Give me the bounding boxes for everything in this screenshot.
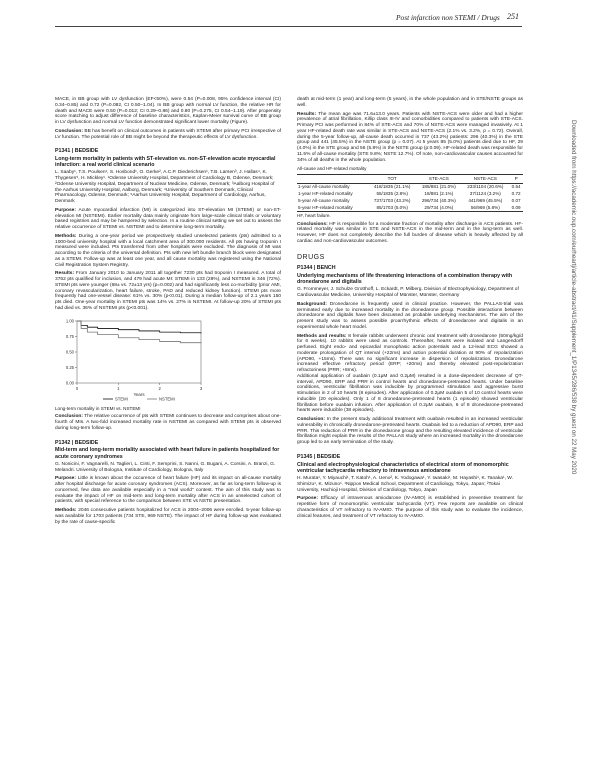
table-cell: 37/1124 (3.2%) (469, 191, 501, 196)
abstract-1344-background (297, 302, 523, 331)
table-row (297, 191, 523, 198)
x-tick-label: 1 (117, 385, 120, 391)
results-label: Results: (55, 271, 75, 277)
table-cell: 737/1703 (43.2%) (373, 197, 411, 203)
purpose-text: Efficacy of intravenous amiodarone (IV-AMIO) is established in preventive treatment for repetitive form of monomorphic ventricular tachycardia (VT). Few reports are available on clinical characteristics of VT refractory to IV-AMIO. The purpose of this study was to evaluate the incidence, clinical features, and treatment of VT refractory to IV-AMIO. (297, 496, 523, 519)
y-tick-label: 0.25 (65, 364, 74, 370)
table-cell: 296/734 (40.3%) (421, 197, 456, 203)
abstract-1344-conclusion (297, 417, 523, 446)
table-cell: 29/734 (4.0%) (416, 204, 461, 211)
table-row (297, 204, 523, 211)
abstract-1342-purpose (55, 476, 281, 505)
background-text: Dronedarone is frequently used in clinical practice. However, the PALLAS-trial was terminated early due to increased mortality in the dronedarone group. Possible interactions between dronedarone and digitalis have been discussed as probable underlying mechanisms. The aim of the present study was to assess possible proarrhythmic effects of dronedarone and digitalis in an experimental whole heart model. (297, 301, 523, 330)
intro-conclusion-label: Conclusion: (55, 128, 83, 134)
conclusion-label: Conclusion: (297, 417, 325, 423)
table-cell: 5-year All-cause mortality (298, 197, 350, 203)
conclusion-label: Conclusion: (55, 414, 83, 420)
results-paragraph (297, 112, 523, 164)
table-caption: All-cause and HF-related mortality (297, 166, 367, 172)
intro-paragraph (55, 97, 281, 126)
table-cell: 55/1835 (2.8%) (376, 191, 408, 196)
table-row (297, 183, 523, 190)
header-rule (55, 26, 522, 27)
abstract-1344-authors: G. Frommeyer, J. Schulze Grotthoff, L. Eckardt, P. Milberg. Division of Electrophysiology, Department of Cardiovascular Medicine, University Hospital of Münster, Münster, Germany (297, 287, 519, 299)
methods-label: Methods and results: (297, 333, 347, 339)
x-tick-label: 0 (75, 385, 79, 391)
legend-label-nstemi: NSTEMI (159, 396, 175, 402)
abstract-1341-results (55, 271, 281, 311)
table-cell: 0.09 (509, 204, 523, 211)
results-text: The mean age was 71.6±13.0 years. Patients with NSTE-ACS were older and had a higher prevalence of atrial fibrillation, Killip class III-IV and comorbidities compared to patients with STE-ACS. Primary PCI was performed in 84% of STE-ACS and 70% of NSTE-ACS were managed invasively. At 1 year HF-related death rate was similar in STE-ACS and NSTE-ACS (2.1% vs. 3.2%, p = 0.72). Overall, during the 5-year follow-up, all-cause death occurred in 737 (43.2%) patients: 296 (40.3%) in the STE group and 441 (45.5%) in the NSTE group (p = 0.07). At 5 years 85 (5.0%) patients died due to HF, 29 (4.0%) in the STE group and 56 (5.8%) in the NSTE group (p:0.09). HF-related death was responsible for 11.5% of all-cause mortality (STE 9.8%; NSTE 12.7%). Of note, non-cardiovascular causes accounted for 34% of all deaths in the whole population. (297, 111, 523, 163)
abstract-1345-id: P1345 | BEDSIDE (297, 453, 341, 460)
section-heading-drugs: DRUGS (297, 253, 325, 261)
table-cell: 233/1104 (20.6%) (467, 184, 504, 190)
x-tick-label: 3 (199, 385, 203, 391)
survival-chart (55, 315, 207, 405)
methods-label: Methods: (55, 233, 77, 239)
table-cell: 185/881 (21.0%) (421, 184, 456, 190)
table-cell: 1-year All-cause mortality (298, 184, 350, 190)
x-axis-label: Years (133, 391, 145, 397)
table-header-row (297, 175, 523, 184)
figure-caption: Long-term mortality in STEMI vs. NSTEMI (55, 405, 141, 411)
background-label: Background: (297, 301, 327, 307)
table-header-cell: P (509, 175, 523, 184)
abstract-1341-title: Long-term mortality in patients with ST-elevation vs. non-ST-elevation acute myocardial infarction: a real world clinical scenario (55, 156, 276, 169)
table-header-cell: STE-ACS (416, 175, 461, 184)
table-cell: 18/881 (2.1%) (424, 191, 454, 196)
conclusion-text: The relative occurrence of pts with STEMI continues to decrease and comprises about one-fourth of MIs. A two-fold increased mortality rate in NSTEMI as compared with STEMI pts is observed during long-term follow-up. (55, 414, 281, 431)
table-cell: 441/969 (45.5%) (468, 197, 503, 203)
abstract-1342-authors: G. Nonicini, F. Vagnarelli, N. Taglieri, L. Cinti, F. Semprini, S. Nanni, G. Bugani, A. Corsini, A. Branzi, G. Melandri. University of Bologna, Institute of Cardiology, Bologna, Italy (55, 461, 276, 473)
download-watermark: Downloaded from https://academic.oup.com/eurheartj/article-abstract/41/Supplement_1/P1345/286/538 by guest on 22 May 2020 (570, 120, 577, 475)
table-cell: 0.72 (511, 191, 521, 196)
table-cell: 5-year HF-related mortality (297, 204, 368, 211)
abstract-1344-title: Underlying mechanisms of life threatening interactions of a combination therapy with dronedarone and digitalis (297, 273, 513, 286)
conclusions-text: HF is responsible for a moderate fraction of mortality after discharge in ACS patients. HF-related mortality was similar in STE and NSTE-ACS in the mid-term and in the long-term as well. However, HF does not completely describe the full burden of disease which is heavily affected by all cardiac and non-cardiovascular outcomes. (297, 221, 523, 244)
table-cell: 1-year HF-related mortality (298, 191, 353, 196)
abstract-1341-conclusion (55, 414, 281, 431)
abstract-1342-methods (55, 508, 281, 525)
table-row (297, 197, 523, 204)
abstract-1344-methods (297, 334, 523, 415)
abstract-1341-authors: L. Saaby¹, T.S. Poulsen¹, S. Hosbond¹, O. Gerke², A.C.P. Diederichsen¹, T.B. Larsen³, J. Hallas⁴, K. Thygesen⁵, H. Mickley¹. ¹Odense University Hospital, Department of Cardiology B, Odense, Denmark; ²Odense University Hospital, Department of Nuclear Medicine, Odense, Denmark; ³Aalborg Hospital of the Aarhus University Hospital, Aalborg, Denmark; ⁴University of Southern Denmark, Clinical Pharmacology, Odense, Denmark; ⁵Aarhus University Hospital, Department of Cardiology, Aarhus, Denmark (55, 170, 275, 205)
table-header-cell: NSTE-ACS (461, 175, 509, 184)
purpose-text: Acute myocardial infarction (MI) is categorized into ST-elevation MI (STEMI) or non-ST-elevation MI (NSTEMI). Earlier mortality data mainly originate from large-scale clinical trials or voluntary based registries and may be hampered by selection. In a routine clinical setting we set out to assess the relative occurrence of STEMI vs. NSTEMI and to determine long-term mortality. (55, 207, 281, 231)
intro-conclusion-text: BB has benefit on clinical outcomes in patients with STEMI after primary PCI irrespective of LV function. The potential role of BB might be beyond the therapeutic effects of LV dysfunction. (55, 128, 281, 140)
survival-chart-svg (55, 315, 207, 405)
conclusion-text: In the present study additional treatment with ouabain resulted in an increased ventricular vulnerability in chronically dronedarone-pretreated hearts. Ouabain led to a reduction of APD90, ERP and PRR. This reduction of PRR in the dronedarone group and the resulting elevated incidence of ventricular fibrillation might explain the results of the PALLAS study where an increased mortality in the dronedarone group led to an early termination of the study. (297, 417, 523, 446)
methods-text: 8 female rabbits underwent chronic oral treatment with dronedarone (50mg/kg/d for 6 weeks). 10 rabbits were used as controls. Thereafter, hearts were isolated and Langendorff perfused. Eight endo- and epicardial monophasic action potentials and a 12-lead ECG showed a moderate prolongation of QT interval (+22ms) and action potential duration at 90% of repolarization (APD90, +15ms). There was no significant increase in dispersion of repolarization. Dronedarone increased effective refractory period (ERP; +20ms) and thereby elevated post-repolarization refractoriness (PRR; +8ms). Additional application of ouabain (0.1μM and 0.2μM) resulted in a dose-dependent decrease of QT-interval, APD90, ERP and PRR in control hearts and dronedarone-pretreated hearts. Under baseline conditions, ventricular fibrillation was inducible by programmed stimulation and aggressive burst stimulation in 2 of 10 hearts (8 episodes). After application of 0.2μM ouabain 5 of 10 control hearts were inducible (20 episodes). Only 1 of 8 dronedarone-pretreated hearts (1 episode) showed ventricular fibrillation before ouabain infusion. After application of 0.2μM ouabain, 6 of 8 dronedarone-pretreated hearts were inducible (38 episodes). (297, 333, 523, 414)
abstract-1341-methods (55, 234, 281, 269)
methods-label: Methods: (55, 508, 77, 514)
table-cell: 418/1835 (21.1%) (373, 184, 411, 190)
table-cell: 56/969 (5.8%) (461, 204, 509, 211)
legend-label-stemi: STEMI (115, 396, 128, 402)
intro-conclusion (55, 129, 281, 141)
methods-text: 2046 consecutive patients hospitalized for ACS in 2004–2006 were enrolled. 5-year follow-up was available for 1703 patients (734 STE, 969 NSTE). The impact of HF during follow-up was evaluated by the rate of cause-specific (55, 508, 281, 525)
conclusions-paragraph (297, 222, 523, 245)
purpose-label: Purpose: (55, 476, 76, 482)
table-header-cell: TOT (368, 175, 416, 184)
purpose-label: Purpose: (55, 207, 76, 213)
results-label: Results: (297, 111, 317, 117)
y-tick-label: 1.00 (65, 318, 74, 324)
abstract-1344-id: P1344 | BENCH (297, 265, 336, 272)
y-tick-label: 0.50 (65, 349, 74, 355)
table-cell: 85/1703 (5.0%) (368, 204, 416, 211)
methods-text: During a one-year period we prospectively studied unselected patients (pts) admitted to a 1000-bed university hospital with a local catchment area of 300.000 residents. All pts having troponin I measured were included. Pts transferred from other hospitals were excluded. The diagnosis of MI was according to the criteria of the universal definition. Pts with new left bundle branch block were designated as a STEMI. Follow-up was at least one year, and all cause mortality was registered using the National Civil Registration System Registry. (55, 233, 281, 268)
page-number: 251 (507, 12, 519, 21)
abstract-1341-id: P1341 | BEDSIDE (55, 148, 99, 155)
y-tick-label: 0.75 (65, 333, 74, 339)
journal-section-title: Post infarction non STEMI / Drugs (396, 13, 500, 22)
y-tick-label: 0.00 (65, 380, 74, 386)
abstract-1342-title: Mid-term and long-term mortality associated with heart failure in patients hospitalized for acute coronary syndromes (55, 447, 280, 460)
table-note: HF, heart failure. (297, 212, 331, 218)
purpose-text: Little is known about the occurence of heart failure (HF) and its impact on all-cause mortality after hospital discharge for acute coronary syndromes (ACS). Moreover, as far as long-term follow-up is concerned, few data are available especially in a "real world" contest. The aim of this study was to evaluate the impact of HF on mid-term and long-term mortality after ACS in an unselected cohort of patients, with special reference to the comparison between STE vs NSTE presentation. (55, 476, 281, 505)
table-cell: 0.54 (511, 184, 521, 190)
conclusions-label: Conclusions: (297, 221, 328, 227)
abstract-1342-id: P1342 | BEDSIDE (55, 439, 99, 446)
right-column (297, 97, 523, 522)
mortality-table (297, 174, 523, 212)
purpose-label: Purpose: (297, 496, 318, 502)
table-cell: 0.07 (511, 197, 521, 203)
table-header-cell (297, 175, 368, 184)
intro-text: MACE, in BB group with LV dysfunction (EF<50%), were 0.54 (P=0.008, 95% confidence interval (CI) 0.34–0.85) and 0.72 (P=0.082, CI 0.50–1.04). In BB group with normal LV function, the relative HR for death and MACE were 0.50 (P=0.012; CI 0.29–0.86) and 0.80 (P=0.275, CI 0.54–1.19). After propensity score matching to adjust difference of baseline characteristics, Kaplan-Meier survival curve of BB group in LV dysfunction and normal LV function demonstrated significant lower mortality (Figure). (55, 97, 281, 125)
continued-paragraph: death at mid-term (1 year) and long-term (5 years), in the whole population and in STE/NSTE groups as well. (297, 97, 523, 108)
x-tick-label: 2 (158, 385, 161, 391)
abstract-1345-purpose (297, 496, 523, 519)
left-column (55, 97, 281, 528)
results-text: From January 2010 to January 2011 all together 7230 pts had troponin I measured. A total of 3762 pts qualified for inclusion, and 479 had acute MI: STEMI in 133 (28%), and NSTEMI in 346 (72%). STEMI pts were younger (68± vs. 72±13 yrs) (p=0.002) and had significantly less co-morbidity (prior AMI, coronary revascularization, heart failure, stroke, PAD and reduced kidney function). STEMI pts more frequently had one-vessel disease: 61% vs. 30% (p<0.01). During a median follow-up of 2.1 years 150 pts died. One-year mortality in STEMI pts was 14% vs. 27% in NSTEMI. At follow-up 20% of STEMI pts had died vs. 36% of NSTEMI pts (p<0.001). (55, 271, 281, 311)
abstract-1345-title: Clinical and electrophysiological characteristics of electrical storm of monomorphic ventricular tachycardia refractory to intravenous amiodarone (297, 461, 509, 474)
abstract-1345-authors: H. Murata¹, Y. Miyauchi¹, T. Katoh¹, A. Ueno², K. Yodogawa¹, Y. Iwasaki¹, M. Hayashi¹, K. Tanaka¹, W. Shimizu¹, K. Mizuno¹. ¹Nippon Medical School, Department of Cardiology, Tokyo, Japan; ²Tokai University, Hachioji Hospital, Division of Cardiology, Tokyo, Japan (297, 476, 513, 493)
abstract-1341-purpose (55, 208, 281, 231)
